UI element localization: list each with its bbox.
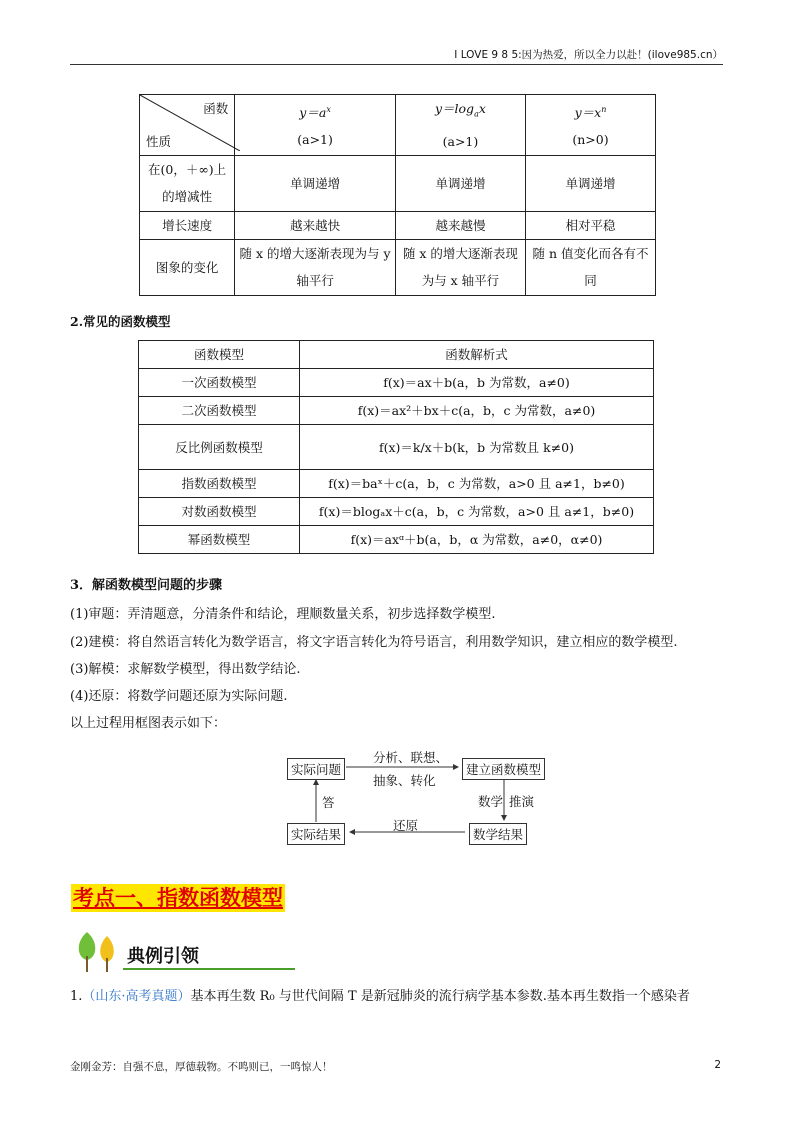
model-name: 一次函数模型 — [139, 369, 300, 397]
table-cell: 相对平稳 — [525, 211, 655, 239]
model-formula: f(x)＝ax＋b(a，b 为常数，a≠0) — [300, 369, 654, 397]
box-math-result: 数学结果 — [469, 823, 527, 845]
column-header-log: $y=\log_ax$ (a>1) — [395, 95, 525, 156]
arrow-label-math: 数学 — [478, 794, 504, 809]
step-text: 以上过程用框图表示如下： — [70, 716, 227, 731]
model-formula: f(x)＝ax²＋bx＋c(a，b，c 为常数，a≠0) — [300, 397, 654, 425]
arrow-label-restore: 还原 — [393, 818, 419, 833]
typical-example-banner — [73, 928, 233, 974]
question-number: 1. — [70, 989, 83, 1004]
model-formula: f(x)＝axᵅ＋b(a，b，α 为常数，a≠0，α≠0) — [300, 526, 654, 554]
arrow-label-answer: 答 — [322, 795, 335, 810]
step-text: (3)解模：求解数学模型，得出数学结论. — [70, 662, 301, 677]
column-header-exp: $y=a^x$ (a>1) — [235, 95, 396, 156]
comparison-table — [139, 94, 656, 296]
table-cell: 随 x 的增大逐渐表现为与 x 轴平行 — [395, 239, 525, 295]
table-cell: 单调递增 — [525, 155, 655, 211]
box-build-model: 建立函数模型 — [462, 758, 545, 780]
row-label: 在(0，＋∞)上的增减性 — [140, 155, 235, 211]
column-header-power: $y=x^n$ (n>0) — [525, 95, 655, 156]
row-label: 增长速度 — [140, 211, 235, 239]
table-row — [140, 211, 656, 239]
typical-example-title: 典例引领 — [127, 946, 199, 967]
model-formula: f(x)＝blogₐx＋c(a，b，c 为常数，a>0 且 a≠1，b≠0) — [300, 498, 654, 526]
tree-icon — [73, 928, 125, 974]
model-name: 二次函数模型 — [139, 397, 300, 425]
corner-top-label: 函数 — [203, 101, 229, 116]
table-cell: 单调递增 — [235, 155, 396, 211]
table-row — [140, 239, 656, 295]
arrow-label-analyze: 分析、联想、 — [373, 750, 449, 765]
table-cell: 越来越快 — [235, 211, 396, 239]
header-cell: 函数模型 — [139, 341, 300, 369]
arrow-label-derive: 推演 — [509, 794, 535, 809]
corner-bottom-label: 性质 — [146, 133, 172, 149]
model-name: 反比例函数模型 — [139, 425, 300, 470]
table-row — [139, 470, 654, 498]
section-2-title: 2.常见的函数模型 — [70, 314, 171, 329]
table-cell: 随 x 的增大逐渐表现为与 y 轴平行 — [235, 239, 396, 295]
model-formula: f(x)＝baˣ＋c(a，b，c 为常数，a>0 且 a≠1，b≠0) — [300, 470, 654, 498]
model-name: 幂函数模型 — [139, 526, 300, 554]
step-text: (4)还原：将数学问题还原为实际问题. — [70, 689, 288, 704]
table-row — [139, 425, 654, 470]
question-1 — [70, 985, 730, 1004]
page-number: 2 — [714, 1059, 721, 1071]
flowchart — [280, 742, 550, 854]
box-actual-problem: 实际问题 — [287, 758, 345, 780]
page-header: I LOVE 9 8 5:因为热爱，所以全力以赴！(ilove985.cn） — [70, 48, 723, 65]
header-cell: 函数解析式 — [300, 341, 654, 369]
box-actual-result: 实际结果 — [287, 823, 345, 845]
table-cell: 越来越慢 — [395, 211, 525, 239]
table-row — [139, 397, 654, 425]
model-name: 指数函数模型 — [139, 470, 300, 498]
models-table — [138, 340, 654, 554]
table-row — [139, 526, 654, 554]
model-formula: f(x)＝k/x＋b(k，b 为常数且 k≠0) — [300, 425, 654, 470]
table-row — [139, 498, 654, 526]
model-name: 对数函数模型 — [139, 498, 300, 526]
table-row — [139, 369, 654, 397]
kaodian-title: 考点一、指数函数模型 — [73, 886, 283, 910]
row-label: 图象的变化 — [140, 239, 235, 295]
question-source: （山东·高考真题） — [82, 989, 191, 1004]
step-text: (1)审题：弄清题意，分清条件和结论，理顺数量关系，初步选择数学模型. — [70, 607, 496, 622]
table-corner-cell — [140, 95, 235, 156]
section-3-title: 3．解函数模型问题的步骤 — [70, 578, 223, 593]
table-row — [140, 155, 656, 211]
question-text: 基本再生数 R₀ 与世代间隔 T 是新冠肺炎的流行病学基本参数.基本再生数指一个感染者 — [190, 989, 690, 1004]
footer-motto: 金刚金芳：自强不息，厚德载物。不鸣则已，一鸣惊人！ — [70, 1061, 333, 1073]
arrow-label-abstract: 抽象、转化 — [373, 773, 436, 788]
table-cell: 随 n 值变化而各有不同 — [525, 239, 655, 295]
title-underline — [123, 968, 295, 970]
step-text: (2)建模：将自然语言转化为数学语言，将文字语言转化为符号语言，利用数学知识，建立相应的数学模型. — [70, 635, 678, 650]
table-cell: 单调递增 — [395, 155, 525, 211]
